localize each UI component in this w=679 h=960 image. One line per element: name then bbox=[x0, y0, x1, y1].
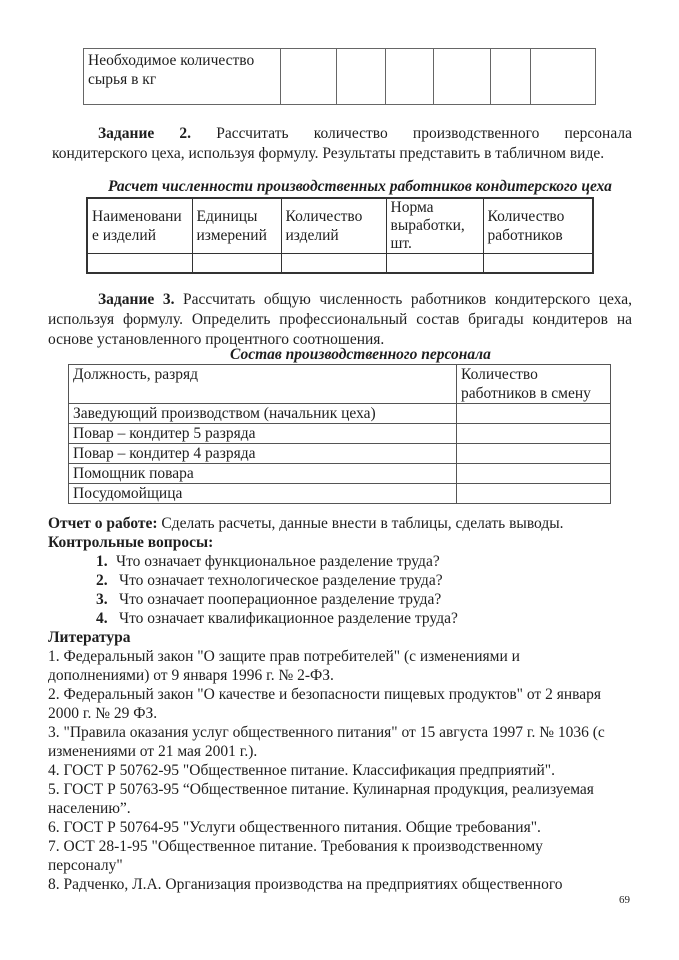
raw-material-table bbox=[83, 48, 596, 105]
table-cell bbox=[434, 49, 491, 105]
literature-line: 2000 г. № 29 ФЗ. bbox=[48, 705, 158, 722]
header-position: Должность, разряд bbox=[69, 365, 457, 404]
literature-line: 1. Федеральный закон "О защите прав потребителей" (с изменениями и bbox=[48, 648, 520, 665]
question-item bbox=[96, 609, 458, 628]
literature-line: изменениями от 21 мая 2001 г.). bbox=[48, 743, 258, 760]
literature-line: дополнениями) от 9 января 1996 г. № 2-ФЗ. bbox=[48, 667, 334, 684]
questions-heading: Контрольные вопросы: bbox=[48, 534, 214, 551]
literature-line: населению”. bbox=[48, 800, 131, 817]
literature-heading: Литература bbox=[48, 629, 131, 646]
report-label: Отчет о работе: bbox=[48, 515, 158, 532]
table-row bbox=[69, 444, 611, 464]
question-text: Что означает технологическое разделение труда? bbox=[119, 572, 443, 589]
question-item bbox=[96, 571, 443, 590]
table-cell bbox=[386, 254, 483, 273]
literature-line: 3. "Правила оказания услуг общественного питания" от 15 августа 1997 г. № 1036 (с bbox=[48, 724, 605, 741]
header-quantity: Количество изделий bbox=[281, 198, 386, 254]
count-cell bbox=[457, 464, 611, 484]
count-cell bbox=[457, 404, 611, 424]
staff-table-caption: Состав производственного персонала bbox=[230, 346, 491, 363]
question-text: Что означает функциональное разделение труда? bbox=[116, 553, 440, 570]
table-row bbox=[69, 424, 611, 444]
task2-line2: кондитерского цеха, используя формулу. Результаты представить в табличном виде. bbox=[52, 145, 605, 162]
table-cell bbox=[531, 49, 596, 105]
literature-line: 8. Радченко, Л.А. Организация производства на предприятиях общественного bbox=[48, 876, 563, 893]
question-item bbox=[96, 590, 441, 609]
table-cell bbox=[386, 49, 434, 105]
table-cell bbox=[337, 49, 386, 105]
header-units: Единицы измерений bbox=[192, 198, 281, 254]
task2-line1: Рассчитать количество производственного персонала bbox=[216, 125, 632, 142]
task3-line2: используя формулу. Определить профессиональный состав бригады кондитеров на bbox=[48, 311, 632, 328]
question-text: Что означает пооперационное разделение труда? bbox=[119, 591, 442, 608]
header-product-name: Наименовани е изделий bbox=[87, 198, 192, 254]
task3-line3: основе установленного процентного соотношения. bbox=[48, 331, 385, 348]
task3-paragraph bbox=[48, 290, 632, 350]
task3-line1: Рассчитать общую численность работников кондитерского цеха, bbox=[183, 291, 633, 308]
question-number: 2. bbox=[96, 572, 108, 589]
literature-line: 5. ГОСТ Р 50763-95 “Общественное питание. Кулинарная продукция, реализуемая bbox=[48, 781, 594, 798]
report-line bbox=[48, 514, 564, 533]
position-cell: Повар – кондитер 5 разряда bbox=[69, 424, 457, 444]
table-cell bbox=[491, 49, 531, 105]
table-row bbox=[69, 464, 611, 484]
staff-table bbox=[68, 364, 611, 504]
table-row bbox=[69, 404, 611, 424]
literature-line: 6. ГОСТ Р 50764-95 "Услуги общественного питания. Общие требования". bbox=[48, 819, 541, 836]
position-cell: Помощник повара bbox=[69, 464, 457, 484]
question-number: 1. bbox=[96, 553, 108, 570]
literature-line: 2. Федеральный закон "О качестве и безопасности пищевых продуктов" от 2 января bbox=[48, 686, 601, 703]
question-number: 4. bbox=[96, 610, 108, 627]
table-row bbox=[87, 254, 593, 273]
literature-line: 4. ГОСТ Р 50762-95 "Общественное питание. Классификация предприятий". bbox=[48, 762, 555, 779]
header-output-norm: Норма выработки, шт. bbox=[386, 198, 483, 254]
task2-label: Задание 2. bbox=[98, 125, 192, 142]
literature-line: 7. ОСТ 28-1-95 "Общественное питание. Требования к производственному bbox=[48, 838, 543, 855]
literature-line: персоналу" bbox=[48, 857, 123, 874]
table-cell bbox=[483, 254, 593, 273]
workers-table bbox=[86, 197, 594, 274]
question-number: 3. bbox=[96, 591, 108, 608]
table-cell bbox=[87, 254, 192, 273]
position-cell: Повар – кондитер 4 разряда bbox=[69, 444, 457, 464]
count-cell bbox=[457, 484, 611, 504]
task3-label: Задание 3. bbox=[98, 291, 175, 308]
question-text: Что означает квалификационное разделение труда? bbox=[119, 610, 458, 627]
header-worker-count: Количество работников bbox=[483, 198, 593, 254]
position-cell: Заведующий производством (начальник цеха) bbox=[69, 404, 457, 424]
table-row bbox=[69, 484, 611, 504]
header-shift-count: Количество работников в смену bbox=[457, 365, 611, 404]
table-cell bbox=[192, 254, 281, 273]
question-item bbox=[96, 552, 440, 571]
task2-paragraph bbox=[52, 124, 632, 164]
raw-material-label: Необходимое количество сырья в кг bbox=[84, 49, 281, 105]
table-cell bbox=[281, 254, 386, 273]
table-cell bbox=[281, 49, 337, 105]
count-cell bbox=[457, 424, 611, 444]
workers-table-caption: Расчет численности производственных работников кондитерского цеха bbox=[108, 178, 612, 195]
count-cell bbox=[457, 444, 611, 464]
page-number: 69 bbox=[619, 894, 630, 906]
report-text: Сделать расчеты, данные внести в таблицы, сделать выводы. bbox=[161, 515, 564, 532]
position-cell: Посудомойщица bbox=[69, 484, 457, 504]
